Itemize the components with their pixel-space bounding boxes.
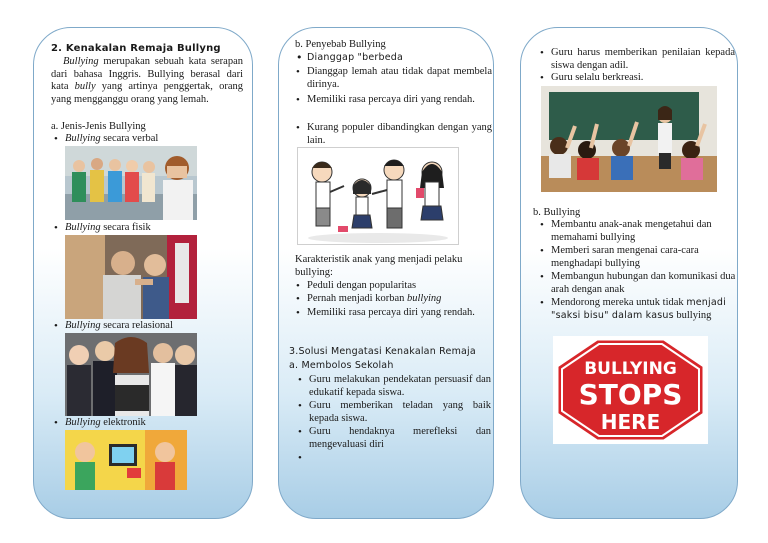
list-item: • Bullying secara relasional — [51, 320, 173, 333]
section-a-title: a. Jenis-Jenis Bullying — [51, 121, 146, 132]
bullying-stops-here-sign — [553, 336, 708, 444]
list-item: • Bullying secara verbal — [51, 133, 158, 146]
panel-kenakalan-remaja — [33, 27, 253, 519]
list-item: • Membangun hubungan dan komunikasi dua arah dengan anak — [537, 271, 738, 296]
physical-bullying-photo — [65, 235, 197, 319]
list-item: • Guru hendaknya merefleksi dan mengevaluasi diri — [295, 426, 491, 451]
list-item: • Guru memberikan teladan yang baik kepada siswa. — [295, 400, 491, 425]
list-item: • Pernah menjadi korban bullying — [293, 293, 441, 306]
verbal-bullying-photo — [65, 146, 197, 220]
list-item: • Memiliki rasa percaya diri yang rendah. — [293, 94, 492, 107]
heading-text: Kenakalan Remaja Bullyng — [65, 43, 221, 54]
list-item: • Memiliki rasa percaya diri yang rendah. — [293, 307, 477, 320]
bullying-cartoon-illustration — [297, 147, 459, 245]
list-item: • Kurang populer dibandingkan dengan yang lain. — [293, 122, 492, 147]
characteristics-intro: Karakteristik anak yang menjadi pelaku bullying: — [295, 254, 463, 278]
section-heading-2 — [51, 43, 221, 54]
solution-subheading: a. Membolos Sekolah — [289, 360, 394, 371]
sign-line-3: HERE — [600, 410, 661, 434]
panel-solusi-bullying — [520, 27, 738, 519]
list-item: • Guru melakukan pendekatan persuasif dan edukatif kepada siswa. — [295, 374, 491, 399]
list-item: • Guru selalu berkreasi. — [537, 72, 735, 85]
list-item: • Membantu anak-anak mengetahui dan memahami bullying — [537, 219, 738, 244]
list-item: • Dianggap "berbeda — [293, 52, 487, 65]
list-item: • Dianggap lemah atau tidak dapat membela dirinya. — [293, 66, 492, 91]
list-item: • Memberi saran mengenai cara-cara menghadapi bullying — [537, 245, 738, 270]
classroom-photo — [541, 86, 717, 192]
list-item — [295, 452, 491, 464]
sign-line-1: BULLYING — [584, 359, 677, 379]
electronic-bullying-cartoon — [65, 430, 187, 490]
list-item: • Peduli dengan popularitas — [293, 280, 416, 293]
section-b-title: b. Bullying — [533, 207, 581, 218]
list-item: • Guru harus memberikan penilaian kepada siswa dengan adil. — [537, 47, 735, 72]
list-item: • Bullying secara fisik — [51, 222, 151, 235]
relational-bullying-photo — [65, 333, 197, 416]
list-item: • Mendorong mereka untuk tidak menjadi "saksi bisu" dalam kasus bullying — [537, 297, 738, 322]
section-b-title: b. Penyebab Bullying — [295, 39, 386, 50]
sign-line-2: STOPS — [578, 378, 683, 411]
panel-penyebab-bullying — [278, 27, 494, 519]
intro-paragraph: Bullying merupakan sebuah kata serapan dari bahasa Inggris. Bullying berasal dari kata bully yang artinya penggertak, orang yang mengganggu orang yang lemah. — [51, 56, 243, 105]
heading-number: 2. — [51, 43, 63, 54]
solution-heading: 3.Solusi Mengatasi Kenakalan Remaja — [289, 346, 476, 357]
list-item: • Bullying elektronik — [51, 417, 146, 430]
